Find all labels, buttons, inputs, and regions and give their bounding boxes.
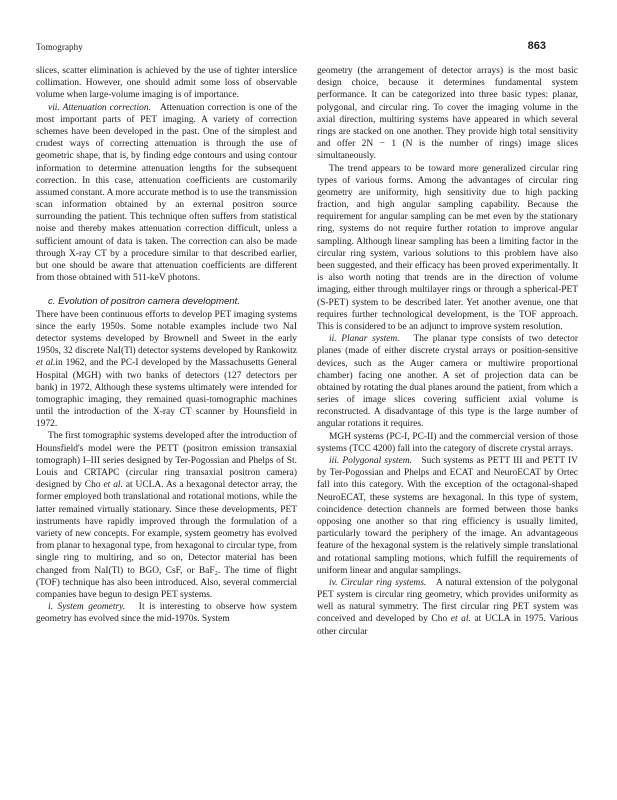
section-heading: iv. Circular ring systems. — [329, 577, 427, 588]
running-head-title: Tomography — [36, 42, 83, 52]
paragraph-evolution — [36, 309, 297, 431]
paragraph-text: There have been continuous efforts to develop PET imaging systems since the early 1950s. Some notable examples include two NaI detector systems developed by Brownell and Sweet in the early 1950s, 32 discrete NaI(Tl) detector systems developed by Rankowitz — [36, 309, 297, 357]
paragraph-attenuation-correction — [36, 102, 297, 285]
right-column — [317, 65, 578, 638]
paragraph-trend: The trend appears to be toward more generalized circular ring types of various forms. Among the advantages of circular ring geometry are uniformity, high sensitivity due to high packing fraction, and high angular sampling capability. Because the requirement for angular sampling can be met even by the stationary ring, systems do not require further rotation to improve angular sampling. Although linear sampling has been a limiting factor in the circular ring system, various solutions to this problem have also been suggested, and their efficacy has been proved experimentally. It is also worth noting that trends are in the direction of volume imaging, either through multilayer rings or through a spherical-PET (S-PET) system to be described later. Yet another avenue, one that requires further technological development, is the TOF approach. This is considered to be an adjunct to improve system resolution. — [317, 163, 578, 332]
paragraph-text: Attenuation correction is one of the most important parts of PET imaging. A variety of correction schemes have been developed in the past. One of the simplest and crudest ways of correcting attenuation is through the use of geometric shape, that is, by finding edge contours and using contour information to determine attenuation lengths for the subsequent correction. In this case, attenuation coefficients are customarily assumed constant. A more accurate method is to use the transmission scan information obtained by an external positron source surrounding the patient. This technique often suffers from statistical noise and thereby makes attenuation correction difficult, unless a sufficient amount of data is taken. The correction can also be made through X-ray CT by a procedure similar to that described earlier, but one should be aware that attenuation coefficients are different from those obtained with 511-keV photons. — [36, 102, 298, 284]
paragraph-text: The planar type consists of two detector planes (made of either discrete crystal arrays or position-sensitive devices, such as the Auger camera or multiwire proportional chamber) facing one another. A set of projection data can be obtained by rotating the dual planes around the patient, from which a series of image slices covering sufficient axial volume is reconstructed. A disadvantage of this type is the large number of angular rotations it requires. — [317, 334, 578, 430]
paragraph-text: A natural extension of the polygonal PET system is circular ring geometry, which provides uniformity as well as natural symmetry. The first circular ring PET system was conceived and developed by Cho — [317, 577, 578, 625]
section-heading: iii. Polygonal system. — [329, 456, 412, 466]
paragraph-circular-ring — [317, 577, 578, 638]
section-heading: c. Evolution of positron camera development. — [48, 296, 240, 308]
paragraph-text: in 1962, and the PC-I developed by the Massachusetts General Hospital (MGH) with two banks of detectors (127 detectors per bank) in 1972. Although these systems ultimately were intended for tomographic imaging, they remained quasi-tomographic machines until the introduction of the X-ray CT scanner by Hounsfield in 1972. — [36, 358, 297, 430]
citation-etal: et al. — [450, 614, 471, 625]
paragraph-planar-system — [317, 333, 578, 431]
paragraph-mgh-systems: MGH systems (PC-I, PC-II) and the commercial version of those systems (TCC 4200) fall into the category of discrete crystal arrays. — [317, 431, 578, 454]
section-heading: vii. Attenuation correction. — [48, 102, 151, 113]
paragraph: geometry (the arrangement of detector arrays) is the most basic design choice, because it determines fundamental system performance. It can be categorized into three basic types: planar, polygonal, and circular ring. To cover the imaging volume in the axial direction, multiring systems have appeared in which several rings are stacked on one another. They provide high total sensitivity and offer 2N − 1 (N is the number of rings) image slices simultaneously. — [317, 66, 578, 162]
paragraph-polygonal-system — [317, 455, 578, 577]
page-number: 863 — [527, 40, 546, 52]
paragraph-text: It is interesting to observe how system geometry has evolved since the mid-1970s. System — [36, 602, 298, 625]
section-heading: i. System geometry. — [48, 602, 126, 613]
paragraph-system-geometry — [36, 601, 297, 625]
citation-etal: et al. — [36, 358, 56, 369]
paragraph-text: Such systems as PETT III and PETT IV by Ter-Pogossian and Phelps and ECAT and NeuroECAT by Ortec fall into this category. With the exception of the octagonal-shaped NeuroECAT, these systems are hexagonal. In this type of system, coincidence detection channels are formed between those banks opposing one another so that ring efficiency is usually limited, particularly toward the periphery of the image. An advantageous feature of the hexagonal system is the relatively simple translational and rotational sampling motions, which fulfill the requirements of uniform linear and angular samplings. — [317, 456, 578, 576]
left-column — [36, 65, 297, 625]
paragraph-heading-evolution — [36, 296, 297, 308]
paragraph: slices, scatter elimination is achieved by the use of tighter interslice collimation. However, one should admit some loss of observable volume when large-volume imaging is of importance. — [36, 66, 297, 101]
running-head — [36, 42, 546, 56]
citation-etal: et al. — [103, 480, 123, 491]
paragraph-text: The first tomographic systems developed after the introduction of Hounsfield's model were the PETT (positron emission transaxial tomograph) I–III series designed by Ter-Pogossian and Phelps of St. Louis and CRTAPC (circular ring transaxial positron camera) designed by Cho — [36, 431, 297, 491]
section-heading: ii. Planar system. — [329, 334, 400, 345]
paragraph-tomographic-systems — [36, 430, 297, 601]
spacer — [36, 284, 297, 296]
paragraph-text: at UCLA. As a hexagonal detector array, the former employed both translational and rotational motions, while the latter remained virtually stationary. Since these developments, PET instruments have rapidly improved through the formulation of a variety of new concepts. For example, system geometry has evolved from planar to hexagonal type, from hexagonal to circular type, from single ring to multiring, and so on, Detector material has been changed from NaI(Tl) to BGO, CsF, or BaF₂. The time of flight (TOF) technique has also been introduced. Also, several commercial companies have begun to design PET systems. — [36, 480, 298, 600]
paragraph-text: at UCLA in 1975. Various other circular — [317, 614, 579, 637]
